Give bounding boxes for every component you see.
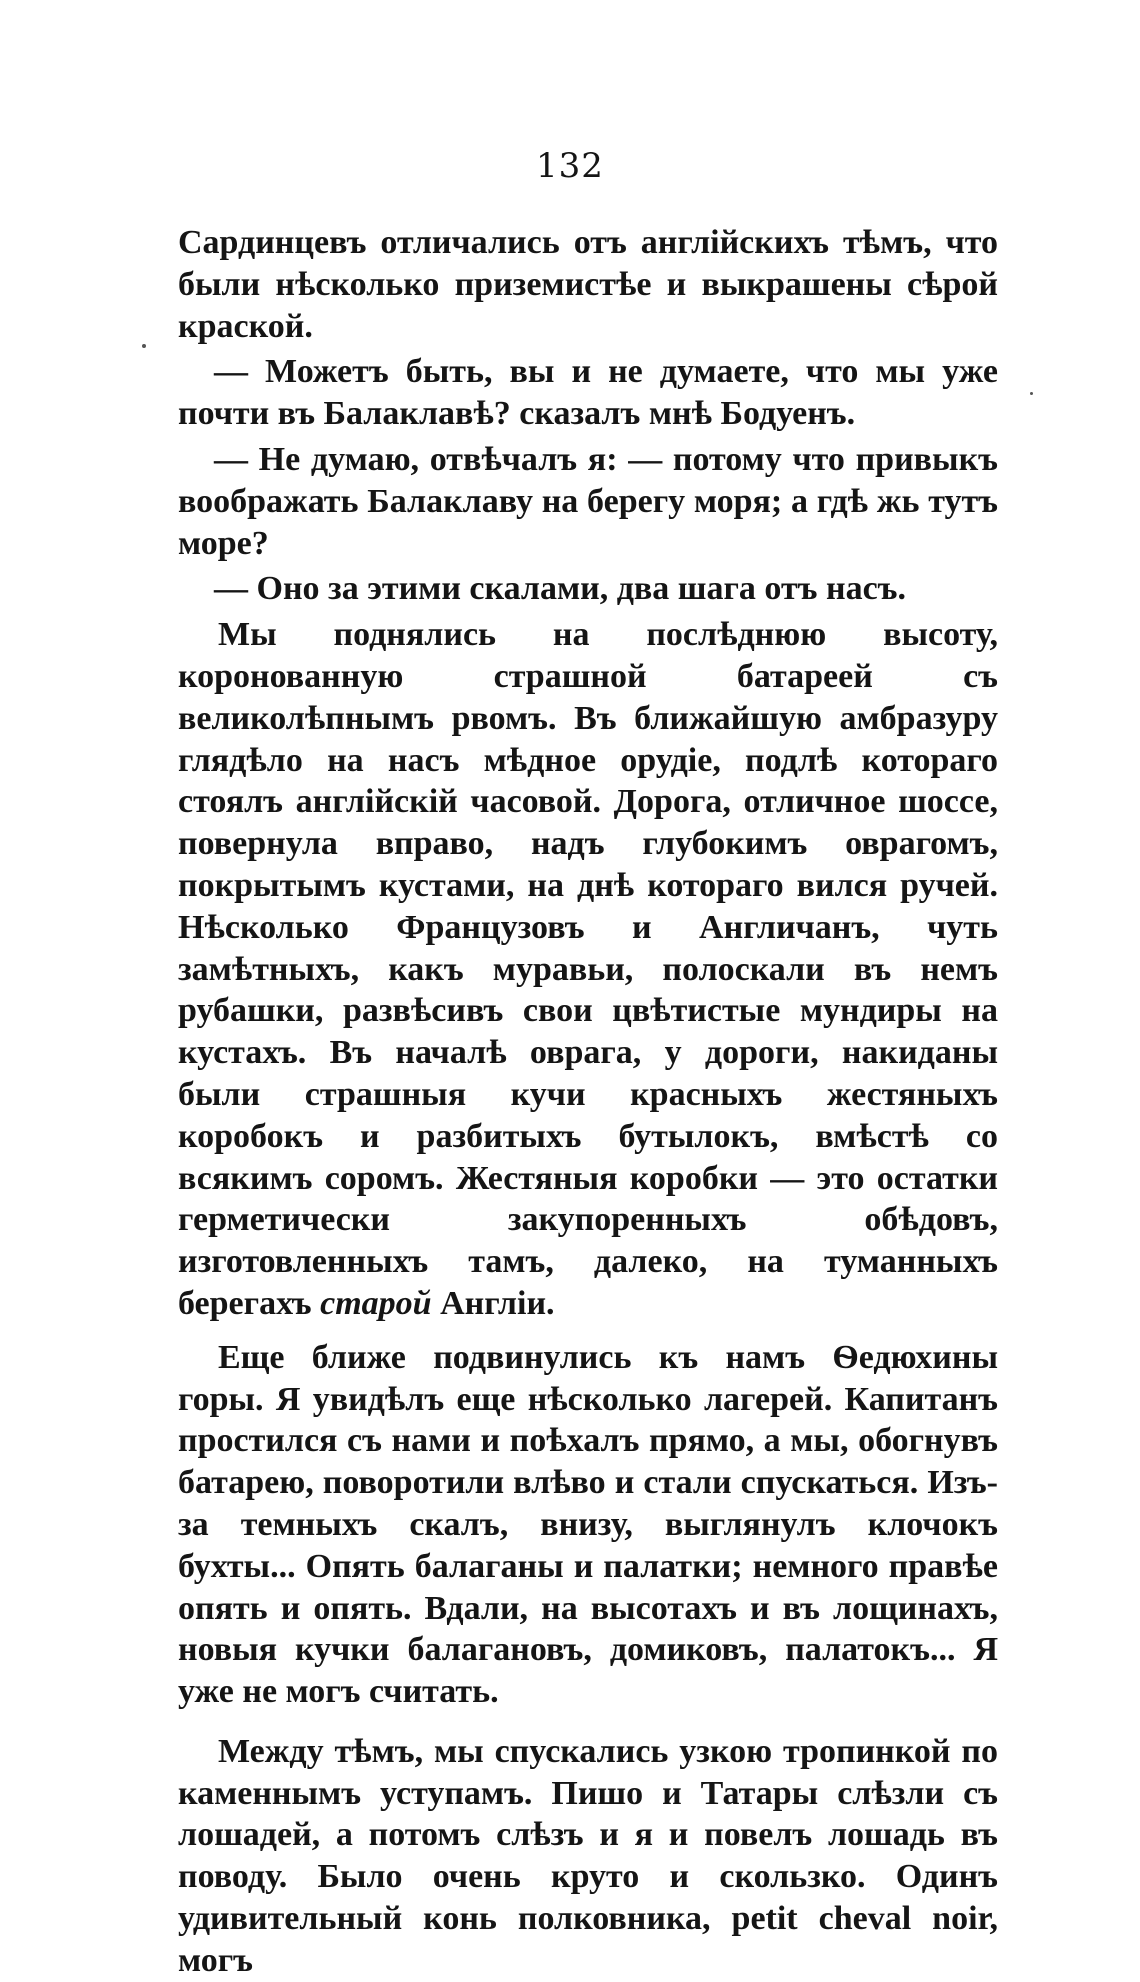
dialogue-line-3: — Оно за этими скалами, два шага отъ насъ. bbox=[214, 570, 907, 608]
paragraph-descending-path: Между тѣмъ, мы спускались узкою тропинкой по каменнымъ уступамъ. Пишо и Татары слѣзли съ лошадей, а потомъ слѣзъ и я и повелъ лошадь въ поводу. Было очень круто и скользко. Одинъ удивительный конь полковника, petit cheval noir, могъ bbox=[178, 1732, 998, 1979]
paragraph-text-end: Англіи. bbox=[431, 1284, 555, 1322]
paragraph-text-main: Мы поднялись на послѣднюю высоту, коронованную страшной батареей съ великолѣпнымъ рвомъ. Въ ближайшую амбразуру глядѣло на насъ мѣдное орудіе, подлѣ котораго стоялъ англійскій часовой. Дорога, отличное шоссе, повернула вправо, надъ глубокимъ оврагомъ, покрытымъ кустами, на днѣ котораго вился ручей. Нѣсколько Французовъ и Англичанъ, чуть замѣтныхъ, какъ муравьи, полоскали въ немъ рубашки, развѣсивъ свои цвѣтистые мундиры на кустахъ. Въ началѣ оврага, у дороги, накиданы были страшныя кучи красныхъ жестяныхъ коробокъ и разбитыхъ бутылокъ, вмѣстѣ со всякимъ соромъ. Жестяныя коробки — это остатки герметически закупоренныхъ обѣдовъ, изготовленныхъ тамъ, далеко, на туманныхъ берегахъ bbox=[178, 616, 998, 1322]
body-text bbox=[178, 222, 998, 1982]
dialogue-line-1: — Можетъ быть, вы и не думаете, что мы уже почти въ Балаклавѣ? сказалъ мнѣ Бодуенъ. bbox=[178, 353, 998, 433]
paragraph-fedyukhin-hills: Еще ближе подвинулись къ намъ Ѳедюхины горы. Я увидѣлъ еще нѣсколько лагерей. Капитанъ простился съ нами и поѣхалъ прямо, а мы, обогнувъ батарею, поворотили влѣво и стали спускаться. Изъ-за темныхъ скалъ, внизу, выглянулъ клочокъ бухты... Опять балаганы и палатки; немного правѣе опять и опять. Вдали, на высотахъ и въ лощинахъ, новыя кучки балагановъ, домиковъ, палатокъ... Я уже не могъ считать. bbox=[178, 1338, 998, 1711]
page-number: 132 bbox=[536, 146, 604, 186]
italic-word: старой bbox=[320, 1284, 432, 1322]
paragraph-descent-to-ravine bbox=[178, 614, 998, 1325]
dialogue-line-2: — Не думаю, отвѣчалъ я: — потому что привыкъ воображать Балаклаву на берегу моря; а гдѣ жь тутъ море? bbox=[178, 440, 998, 562]
paragraph-continuation: Сардинцевъ отличались отъ англійскихъ тѣмъ, что были нѣсколько приземистѣе и выкрашены сѣрой краской. bbox=[178, 224, 998, 345]
print-speck bbox=[142, 344, 146, 348]
print-speck bbox=[1030, 392, 1033, 395]
